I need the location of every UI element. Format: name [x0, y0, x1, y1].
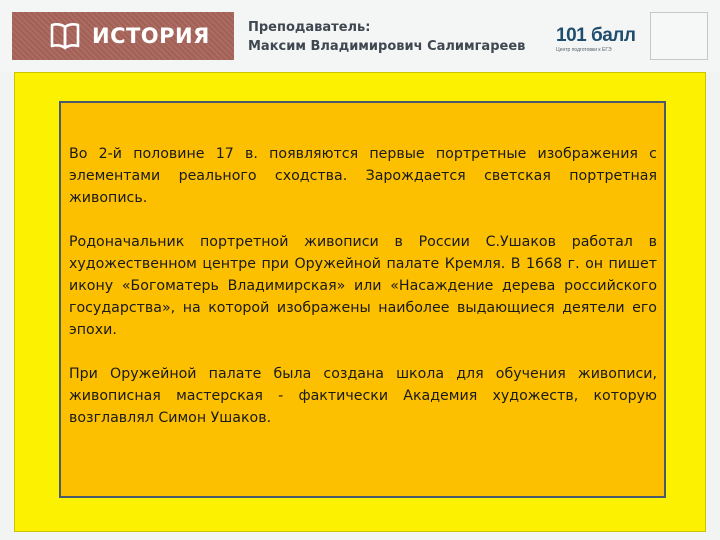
paragraph-1: Во 2-й половине 17 в. появляются первые портретные изображения с элементами реального сходства. Зарождается светская портретная живопись.: [69, 146, 657, 206]
bottom-strip: [0, 532, 720, 540]
subject-badge: [12, 12, 234, 60]
teacher-info: [248, 18, 525, 56]
brand-tagline: Центр подготовки к ЕГЭ: [556, 47, 612, 53]
corner-box: [650, 12, 708, 60]
paragraph-3: При Оружейной палате была создана школа для обучения живописи, живописная мастерская - фактически Академия художеств, которую возглавлял Симон Ушаков.: [69, 366, 657, 426]
slide-frame: [14, 72, 706, 532]
brand-logo: [556, 26, 635, 53]
teacher-name: Максим Владимирович Салимгареев: [248, 39, 526, 54]
open-book-icon: [50, 22, 80, 50]
brand-name: 101 балл: [556, 25, 636, 46]
header: [0, 0, 720, 72]
teacher-label: Преподаватель:: [248, 20, 371, 35]
subject-title: ИСТОРИЯ: [92, 24, 210, 48]
paragraph-2: Родоначальник портретной живописи в России С.Ушаков работал в художественном центре при Оружейной палате Кремля. В 1668 г. он пишет икону «Богоматерь Владимирская» или «Насаждение дерева российского государства», на которой изображены наиболее выдающиеся деятели его эпохи.: [69, 234, 657, 338]
content-box: [59, 101, 666, 498]
